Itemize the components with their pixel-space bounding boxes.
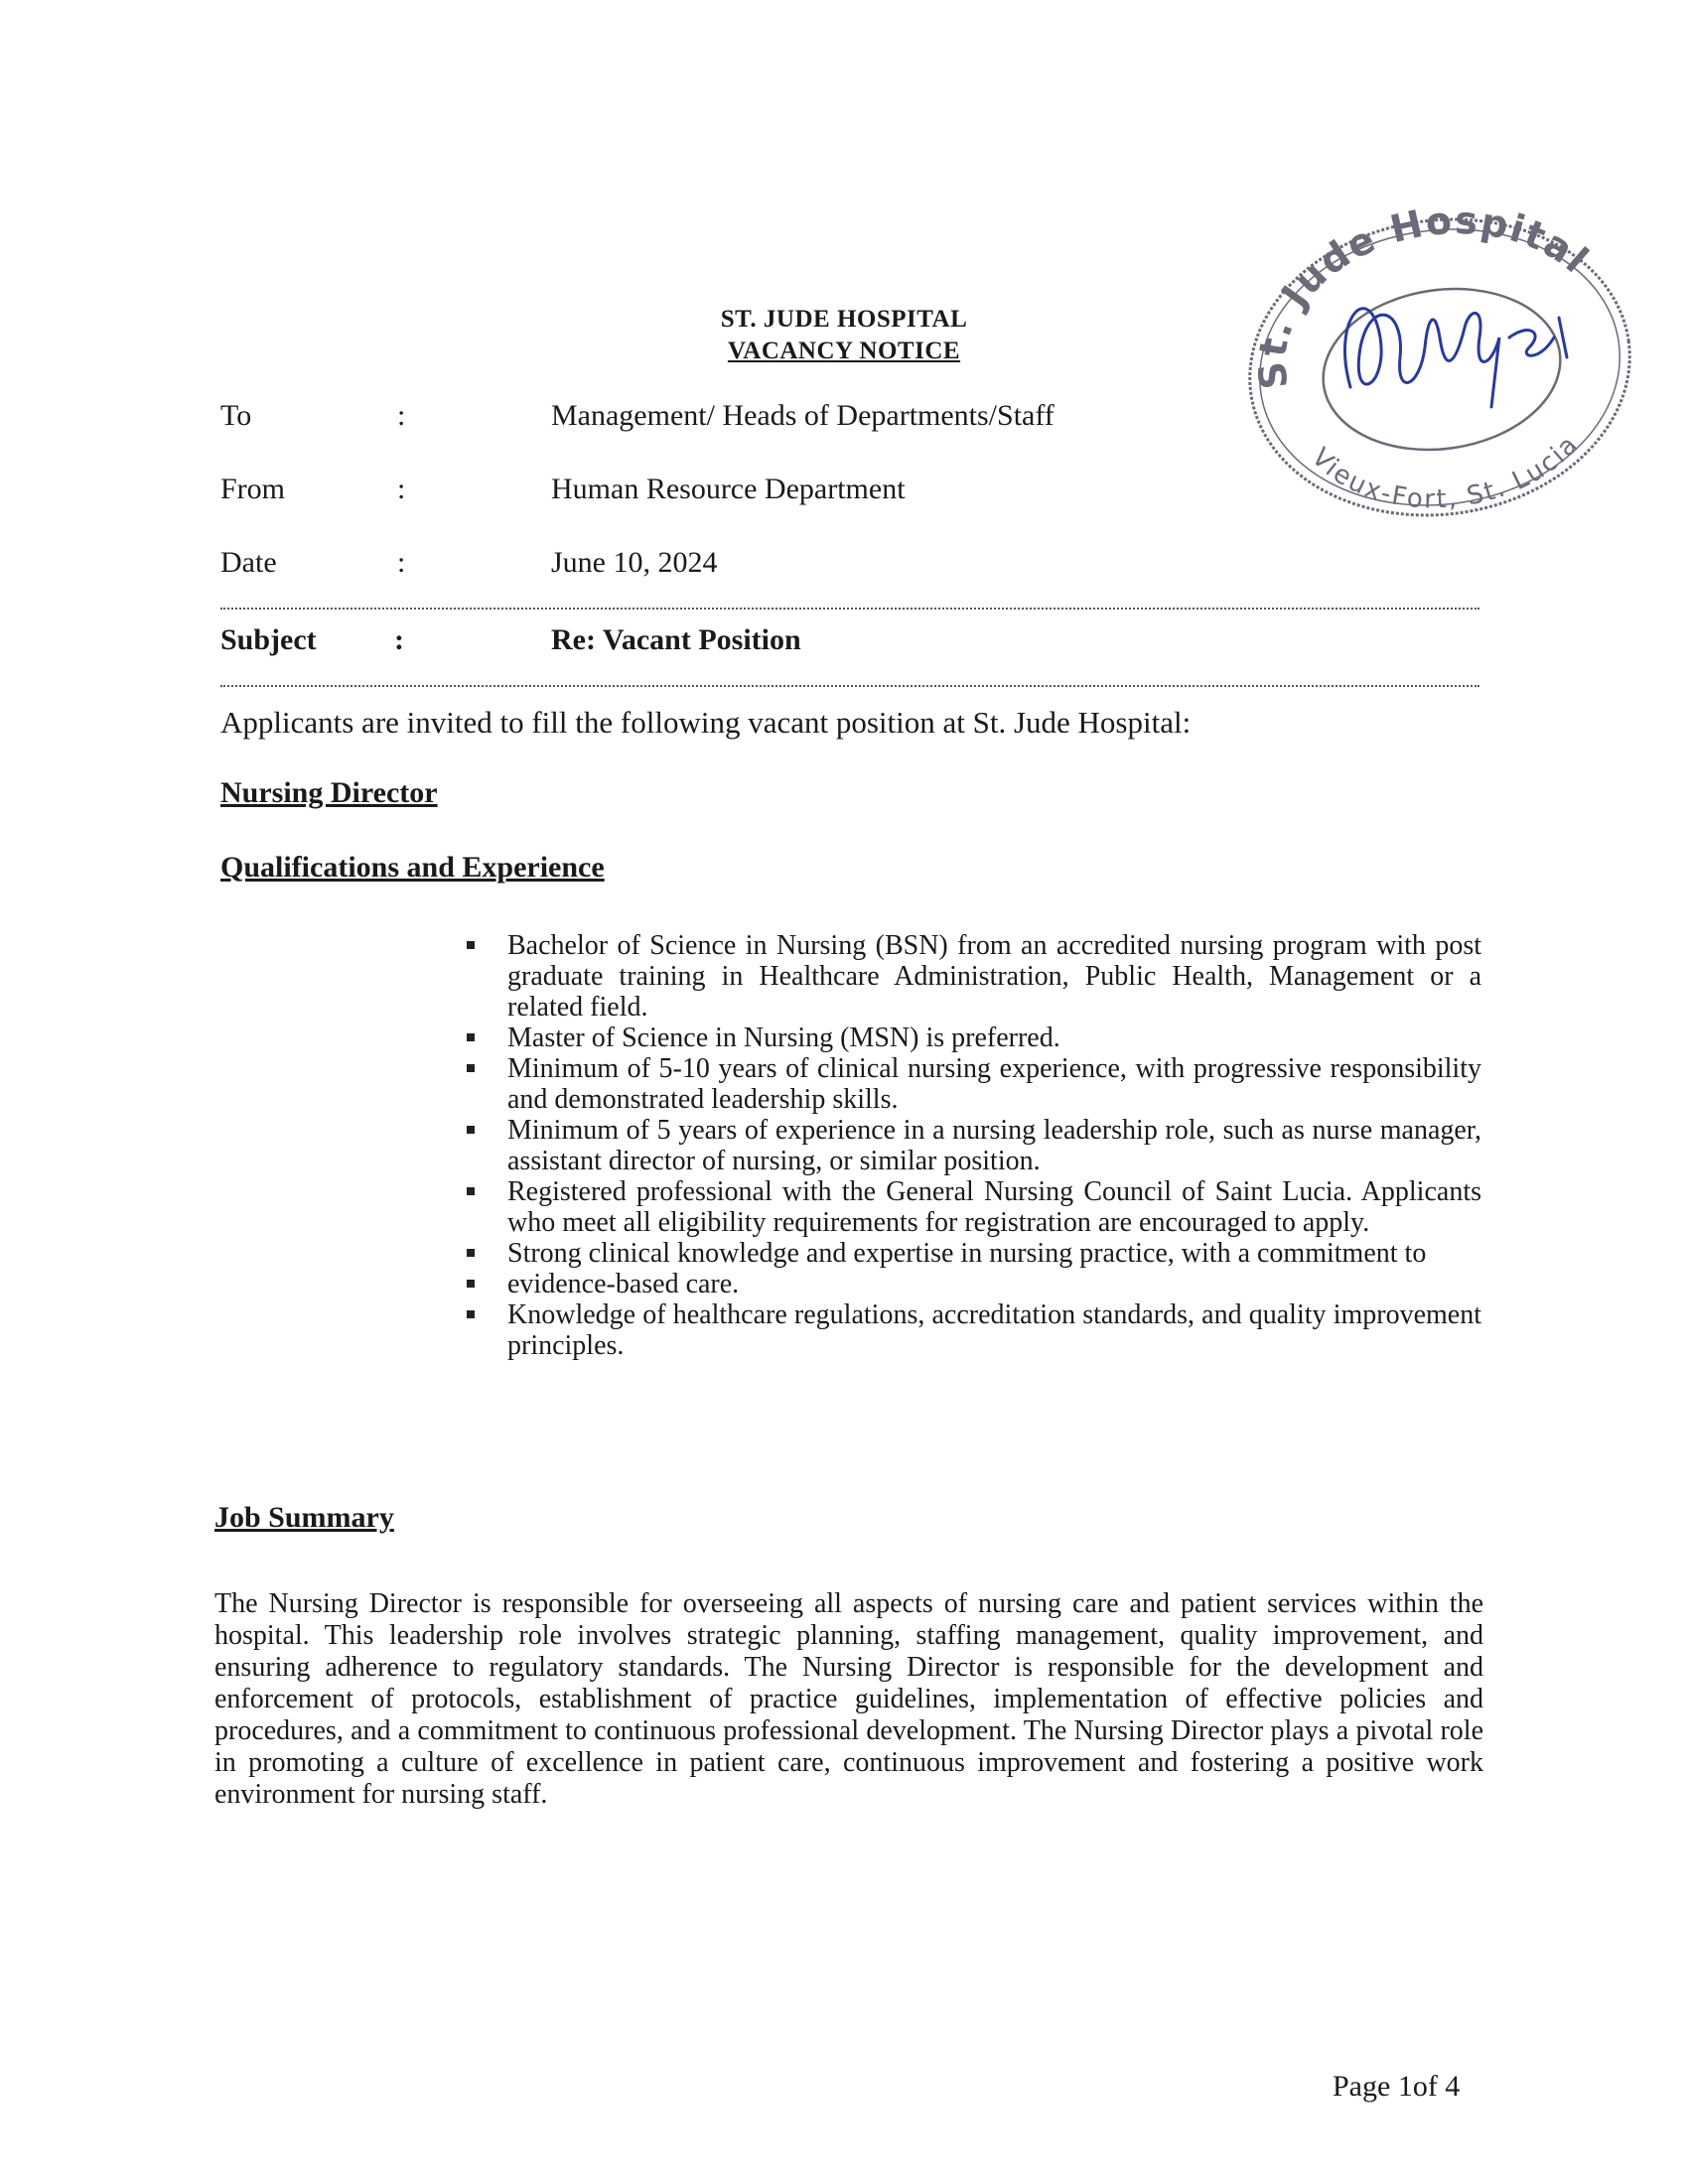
bullet-icon: [467, 1126, 475, 1134]
bullet-icon: [467, 1064, 475, 1072]
signature-icon: [1344, 309, 1567, 407]
memo-date-row: [220, 546, 1491, 586]
document-title: VACANCY NOTICE: [727, 338, 961, 364]
list-item-text: evidence-based care.: [507, 1269, 740, 1299]
bullet-icon: [467, 1310, 475, 1318]
page-number: Page 1of 4: [1333, 2070, 1461, 2103]
memo-to-value: Management/ Heads of Departments/Staff: [551, 399, 1055, 432]
hospital-stamp-icon: [1231, 199, 1648, 536]
memo-date-label: Date: [220, 546, 277, 579]
divider-bottom: [220, 685, 1479, 687]
bullet-icon: [467, 1249, 475, 1257]
list-item: [467, 1238, 1481, 1269]
memo-separator: :: [397, 399, 406, 432]
memo-date-value: June 10, 2024: [551, 546, 718, 579]
list-item-text: Master of Science in Nursing (MSN) is preferred.: [507, 1023, 1060, 1053]
memo-subject-row: [220, 623, 1491, 663]
bullet-icon: [467, 1033, 475, 1041]
memo-from-label: From: [220, 473, 286, 505]
list-item: [467, 1053, 1481, 1115]
list-item-text: Minimum of 5-10 years of clinical nursing experience, with progressive responsibility and demonstrated leadership skills.: [507, 1053, 1481, 1115]
memo-separator: :: [394, 623, 404, 656]
divider-top: [220, 608, 1479, 610]
intro-text: Applicants are invited to fill the following vacant position at St. Jude Hospital:: [220, 705, 1192, 740]
list-item-text: Knowledge of healthcare regulations, accreditation standards, and quality improvement principles.: [507, 1299, 1481, 1361]
list-item: [467, 1023, 1481, 1053]
job-summary-text: The Nursing Director is responsible for overseeing all aspects of nursing care and patient services within the hospital. This leadership role involves strategic planning, staffing management, quality improvement, and ensuring adherence to regulatory standards. The Nursing Director is responsible for the development and enforcement of protocols, establishment of practice guidelines, implementation of effective policies and procedures, and a commitment to continuous professional development. The Nursing Director plays a pivotal role in promoting a culture of excellence in patient care, continuous improvement and fostering a positive work environment for nursing staff.: [214, 1588, 1483, 1810]
svg-text:Vieux-Fort, St. Lucia: [1306, 429, 1586, 514]
memo-subject-label: Subject: [220, 623, 317, 656]
memo-separator: :: [397, 546, 406, 579]
qualifications-list: [467, 930, 1481, 1361]
svg-text:St. Jude Hospital: [1250, 199, 1599, 391]
memo-to-label: To: [220, 399, 252, 432]
qualifications-heading: Qualifications and Experience: [220, 851, 605, 884]
list-item-text: Strong clinical knowledge and expertise in nursing practice, with a commitment to: [507, 1238, 1427, 1269]
memo-subject-value: Re: Vacant Position: [551, 623, 801, 656]
job-summary-heading: Job Summary: [214, 1501, 394, 1534]
organization-name: ST. JUDE HOSPITAL: [720, 306, 968, 333]
list-item: [467, 1269, 1481, 1299]
bullet-icon: [467, 1280, 475, 1288]
memo-separator: :: [397, 473, 406, 505]
position-title: Nursing Director: [220, 776, 438, 809]
list-item: [467, 1115, 1481, 1176]
list-item: [467, 930, 1481, 1023]
list-item: [467, 1176, 1481, 1238]
memo-from-value: Human Resource Department: [551, 473, 906, 505]
list-item-text: Registered professional with the General Nursing Council of Saint Lucia. Applicants who meet all eligibility requirements for registration are encouraged to apply.: [507, 1176, 1481, 1238]
bullet-icon: [467, 941, 475, 949]
stamp-bottom-text: Vieux-Fort, St. Lucia: [1305, 429, 1586, 515]
bullet-icon: [467, 1187, 475, 1195]
list-item: [467, 1299, 1481, 1361]
list-item-text: Bachelor of Science in Nursing (BSN) from an accredited nursing program with post graduate training in Healthcare Administration, Public Health, Management or a related field.: [507, 930, 1481, 1023]
stamp-top-text: St. Jude Hospital: [1249, 199, 1599, 392]
list-item-text: Minimum of 5 years of experience in a nursing leadership role, such as nurse manager, assistant director of nursing, or similar position.: [507, 1115, 1481, 1176]
